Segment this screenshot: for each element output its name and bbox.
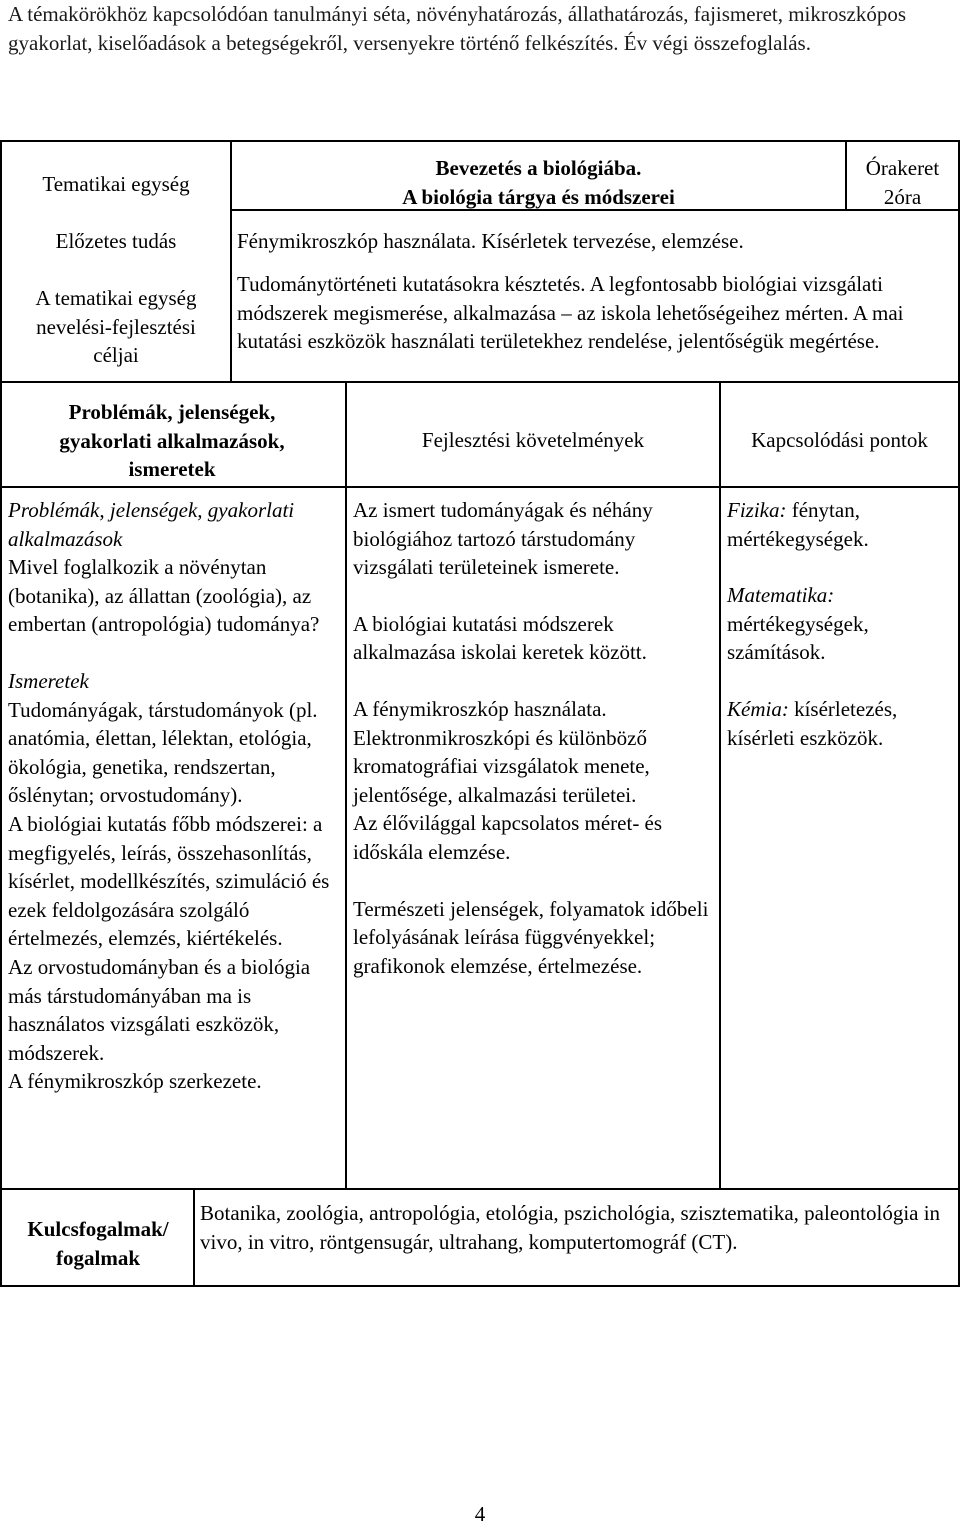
column-requirements-content (353, 496, 715, 980)
math-label: Matematika: (727, 583, 835, 608)
chemistry-label: Kémia: (727, 696, 789, 721)
unit-title-line-1: Bevezetés a biológiába. (435, 156, 642, 180)
intro-paragraph: A témakörökhöz kapcsolódóan tanulmányi séta, növényhatározás, állathatározás, fajismeret, mikroszkópos gyakorlat, kiselőadások a betegségekről, versenyekre történő felkészítés. Év végi összefoglalás. (8, 2, 907, 55)
unit-title (232, 154, 845, 211)
requirement-microscopy: A fénymikroszkóp használata. Elektronmikroszkópi és különböző kromatográfiai vizsgálatok menete, jelentősége, alkalmazási területei. (353, 696, 650, 807)
requirement-disciplines: Az ismert tudományágak és néhány biológiához tartozó társtudomány vizsgálati területeinek ismerete. (353, 498, 653, 580)
table-rule-keywords (0, 1188, 960, 1190)
table-rule-keywords-col (193, 1188, 195, 1285)
problems-heading: Problémák, jelenségek, gyakorlati alkalmazások (8, 498, 295, 551)
unit-title-line-2: A biológia tárgya és módszerei (402, 184, 675, 209)
column-connections-content (727, 496, 955, 752)
problems-question: Mivel foglalkozik a növénytan (botanika), az állattan (zoológia), az embertan (antropológia) tudománya? (8, 555, 320, 637)
table-rule-col2 (719, 381, 721, 1188)
prior-knowledge-label: Előzetes tudás (55, 229, 177, 253)
column-header-requirements: Fejlesztési követelmények (421, 428, 645, 452)
column-header-connections: Kapcsolódási pontok (751, 428, 928, 452)
connection-chemistry (727, 695, 955, 752)
hours-label: Órakeret (865, 156, 940, 180)
keywords-text: Botanika, zoológia, antropológia, etológia, pszichológia, szisztematika, paleontológia in vivo, in vitro, röntgensugár, ultrahang, komputertomográf (CT). (200, 1201, 941, 1254)
column-problems-content (8, 496, 344, 1096)
requirement-scale: Az élővilággal kapcsolatos méret- és időskála elemzése. (353, 811, 663, 864)
knowledge-disciplines: Tudományágak, társtudományok (pl. anatómia, élettan, lélektan, etológia, ökológia, genetika, rendszertan, őslénytan; orvostudomány). (8, 697, 318, 808)
unit-label (2, 170, 230, 199)
knowledge-tools: Az orvostudományban és a biológia más társtudományában ma is használatos vizsgálati eszközök, módszerek. (8, 954, 311, 1065)
requirement-methods: A biológiai kutatási módszerek alkalmazása iskolai keretek között. (353, 611, 647, 665)
table-rule-columns (0, 486, 960, 488)
prior-knowledge-text: Fénymikroszkóp használata. Kísérletek tervezése, elemzése. (237, 229, 744, 253)
goals-label: A tematikai egység nevelési-fejlesztési céljai (35, 286, 197, 368)
requirement-functions: Természeti jelenségek, folyamatok időbeli lefolyásának leírása függvényekkel; grafikonok elemzése, értelmezése. (353, 896, 709, 978)
connection-math (727, 581, 955, 667)
physics-text: fénytan, mértékegységek. (727, 498, 869, 551)
chemistry-text: kísérletezés, kísérleti eszközök. (727, 696, 898, 750)
knowledge-microscope: A fénymikroszkóp szerkezete. (8, 1069, 262, 1094)
physics-label: Fizika: (727, 498, 787, 522)
knowledge-heading: Ismeretek (8, 668, 89, 693)
knowledge-methods: A biológiai kutatás főbb módszerei: a megfigyelés, leírás, összehasonlítás, kísérlet, modellkészítés, szimuláció és ezek feldolgozására szolgáló értelmezés, elemzés, kiértékelés. (8, 811, 330, 951)
unit-label-text: Tematikai egység (42, 172, 190, 196)
table-rule-col1 (345, 381, 347, 1188)
hours-value: 2óra (883, 184, 922, 209)
hours-cell (847, 154, 958, 211)
table-border-bottom (0, 1285, 960, 1287)
keywords-label: Kulcsfogalmak/ fogalmak (27, 1217, 169, 1270)
connection-physics (727, 496, 955, 553)
table-border-left (0, 140, 2, 1287)
column-header-problems: Problémák, jelenségek, gyakorlati alkalmazások, ismeretek (59, 400, 285, 482)
table-border-top (0, 140, 960, 142)
table-rule-goals (0, 381, 960, 383)
page-number: 4 (474, 1502, 486, 1526)
math-text: mértékegységek, számítások. (727, 611, 869, 665)
goals-text: Tudománytörténeti kutatásokra késztetés. A legfontosabb biológiai vizsgálati módszerek megismerése, alkalmazása – az iskola lehetőségeihez mérten. A mai kutatási eszközök használati területekhez rendelése, jelentőségük megértése. (237, 272, 904, 354)
